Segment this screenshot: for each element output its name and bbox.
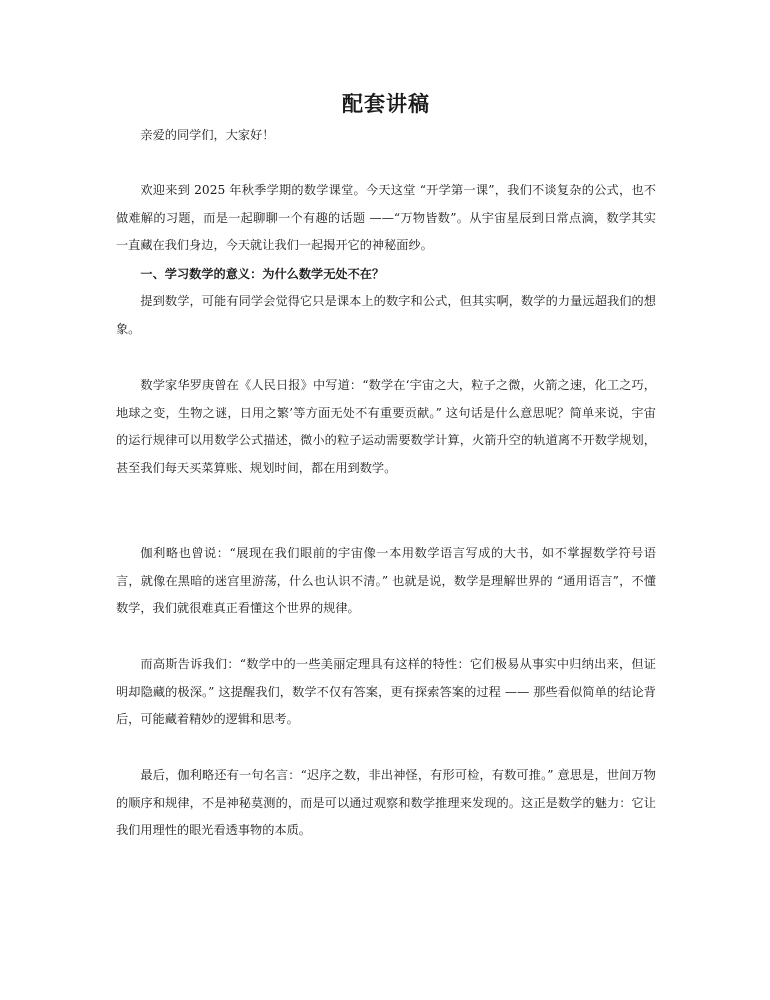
section-paragraph-4: 而高斯告诉我们：“数学中的一些美丽定理具有这样的特性：它们极易从事实中归纳出来，但证明却隐藏的极深。” 这提醒我们，数学不仅有答案，更有探索答案的过程 —— 那些看似简单的结论背后，可能藏着精妙的逻辑和思考。 xyxy=(116,657,656,726)
section-paragraph-5: 最后，伽利略还有一句名言：“迟序之数，非出神怪，有形可检，有数可推。” 意思是，世间万物的顺序和规律，不是神秘莫测的，而是可以通过观察和数学推理来发现的。这正是数学的魅力：它让我们用理性的眼光看透事物的本质。 xyxy=(116,768,656,837)
document-title: 配套讲稿 xyxy=(342,91,430,116)
section-paragraph-1: 提到数学，可能有同学会觉得它只是课本上的数字和公式，但其实啊，数学的力量远超我们的想象。 xyxy=(116,294,656,336)
intro-paragraph: 欢迎来到 2025 年秋季学期的数学课堂。今天这堂 “开学第一课”，我们不谈复杂的公式，也不做难解的习题，而是一起聊聊一个有趣的话题 ——“万物皆数”。从宇宙星辰到日常点滴，数学其实一直藏在我们身边，今天就让我们一起揭开它的神秘面纱。 xyxy=(116,183,656,252)
section-heading: 一、学习数学的意义：为什么数学无处不在？ xyxy=(140,267,385,281)
section-paragraph-2: 数学家华罗庚曾在《人民日报》中写道：“数学在‘宇宙之大，粒子之微，火箭之速，化工之巧，地球之变，生物之谜，日用之繁’等方面无处不有重要贡献。” 这句话是什么意思呢？简单来说，宇宙的运行规律可以用数学公式描述，微小的粒子运动需要数学计算，火箭升空的轨道离不开数学规划，甚至我们每天买菜算账、规划时间，都在用到数学。 xyxy=(116,378,656,475)
section-paragraph-3: 伽利略也曾说：“展现在我们眼前的宇宙像一本用数学语言写成的大书，如不掌握数学符号语言，就像在黑暗的迷宫里游荡，什么也认识不清。” 也就是说，数学是理解世界的 “通用语言”，不懂数学，我们就很难真正看懂这个世界的规律。 xyxy=(116,546,656,615)
greeting-paragraph: 亲爱的同学们，大家好！ xyxy=(140,128,275,142)
